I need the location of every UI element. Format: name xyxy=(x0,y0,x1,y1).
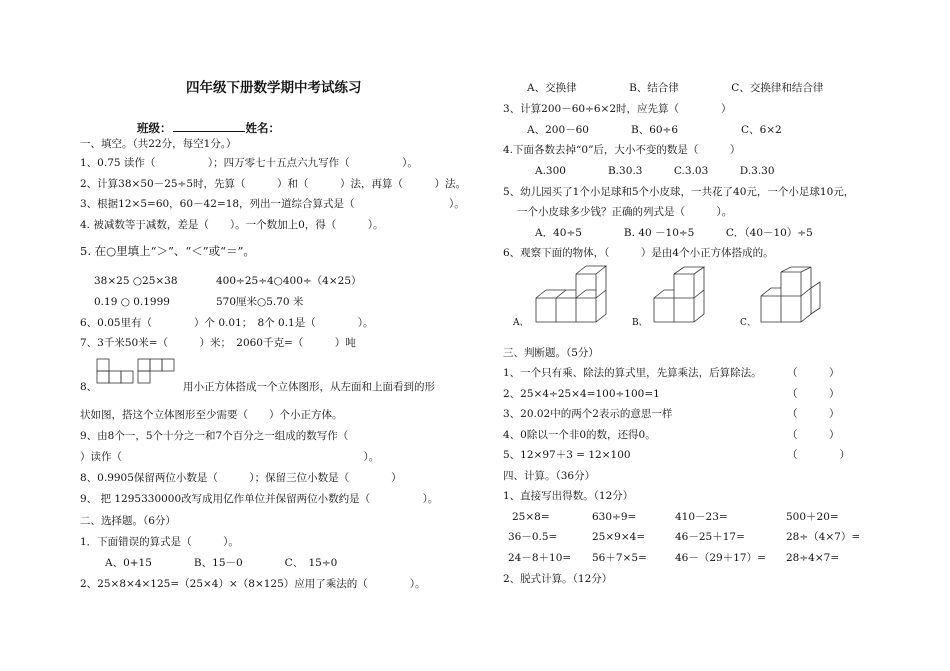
judge-q1: 1、一个只有乘、除法的算式里，先算乘法，后算除法。 xyxy=(503,367,762,379)
fill-q2: 2、计算38×50－25÷5时，先算（ ）和（ ）法，再算（ ）法。 xyxy=(80,178,467,190)
fill-q5: 5. 在○里填上“＞”、“＜”或“＝”。 xyxy=(80,244,255,258)
calc-item: 56＋7×5= xyxy=(592,552,647,564)
judge-q5: 5、12×97＋3 = 12×100 xyxy=(503,449,631,461)
section-choice-heading: 二、选择题。（6分） xyxy=(80,515,176,527)
calc-item: 46－25＋17= xyxy=(675,531,745,543)
fill-q8-line2: 状如图，搭这个立体图形至少需要（ ）个小正方体。 xyxy=(80,409,343,421)
compare-3: 0.19 ○ 0.1999 xyxy=(94,296,170,308)
calc-item: 410－23= xyxy=(675,511,728,523)
calc-item: 25×8= xyxy=(512,511,550,523)
choice-q1-options: A、0+15 B、15－0 C、 15÷0 xyxy=(105,557,338,569)
compare-2: 400÷25÷4○400÷（4×25） xyxy=(216,275,362,287)
calc-item: 28÷（4×7）= xyxy=(786,531,861,543)
calc-item: 500＋20= xyxy=(786,511,839,523)
page-title: 四年级下册数学期中考试练习 xyxy=(186,80,362,96)
fill-q10: 8、0.9905保留两位小数是（ ）；保留三位小数是（ ） xyxy=(80,472,402,484)
calc-part2-heading: 2、脱式计算。（12分） xyxy=(503,573,613,585)
class-blank[interactable] xyxy=(173,120,245,132)
section-judge-heading: 三、判断题。（5分） xyxy=(503,347,599,359)
judge-q2-paren[interactable]: （ ） xyxy=(787,388,840,400)
fill-q4: 4. 被减数等于减数，差是（ ）。一个数加上0，得（ ）。 xyxy=(80,219,384,231)
class-label: 班级： xyxy=(137,121,172,135)
figure-a-label: A、 xyxy=(513,318,529,328)
calc-item: 46－（29＋17）= xyxy=(675,552,766,564)
judge-q4-paren[interactable]: （ ） xyxy=(787,429,840,441)
choice-q6: 6、观察下面的物体，（ ）是由4个小正方体搭成的。 xyxy=(503,247,774,259)
fill-q6: 6、0.05里有（ ）个 0.01； 8个 0.1是（ ）。 xyxy=(80,317,374,329)
fill-q9-cont: ）读作（ ）。 xyxy=(80,451,380,463)
choice-q2-options: A、交换律 B、结合律 C、交换律和结合律 xyxy=(527,82,824,94)
fill-q3: 3、根据12×5=60，60－42=18，列出一道综合算式是（ ）。 xyxy=(80,198,465,210)
judge-q5-paren[interactable]: （ ） xyxy=(787,449,850,461)
judge-q2: 2、25×4÷25×4=100÷100=1 xyxy=(503,388,660,400)
figure-c-label: C、 xyxy=(740,318,756,328)
calc-item: 28÷4×7= xyxy=(786,552,840,564)
cube-figure-b xyxy=(653,266,717,326)
judge-q4: 4、0除以一个非0的数，还得0。 xyxy=(503,429,656,441)
fill-q8-number: 8、 xyxy=(80,381,98,393)
choice-q5: 5、幼儿园买了1个小足球和5个小皮球，一共花了40元，一个小足球10元， xyxy=(503,186,855,198)
calc-item: 630÷9= xyxy=(592,511,637,523)
cube-figure-c xyxy=(760,266,830,326)
calc-item: 36－0.5= xyxy=(508,531,558,543)
compare-4: 570厘米○5.70 米 xyxy=(216,296,304,308)
top-view-figure xyxy=(138,359,174,383)
fill-q8-line1: 用小正方体搭成一个立体图形，从左面和上面看到的形 xyxy=(183,381,435,393)
choice-q5-options: A．40÷5 B. 40 －10÷5 C．（40－10）÷5 xyxy=(535,227,813,239)
choice-q5-cont: 一个小皮球多少钱？正确的列式是（ ）。 xyxy=(517,206,733,218)
fill-q11: 9、 把 1295330000改写成用亿作单位并保留两位小数约是（ ）。 xyxy=(80,493,439,505)
judge-q1-paren[interactable]: （ ） xyxy=(787,367,840,379)
judge-q3: 3、20.02中的两个2表示的意思一样 xyxy=(503,408,673,420)
view-figures xyxy=(96,358,178,392)
cube-figure-a xyxy=(535,264,615,326)
class-name-line xyxy=(137,120,280,135)
calc-item: 25×9×4= xyxy=(592,531,646,543)
choice-q4-options: A.300 B.30.3 C.3.03 D.3.30 xyxy=(535,165,775,177)
section-calc-heading: 四、计算。（36分） xyxy=(503,470,596,482)
calc-item: 24－8＋10= xyxy=(508,552,572,564)
fill-q1: 1、0.75 读作（ ）；四万零七十五点六九写作（ ）。 xyxy=(80,157,418,169)
name-label: 姓名： xyxy=(245,121,280,135)
fill-q9: 9、由8个一，5个十分之一和7个百分之一组成的数写作（ xyxy=(80,430,349,442)
compare-1: 38×25 ○25×38 xyxy=(94,275,178,287)
left-view-figure xyxy=(97,359,133,383)
choice-q3-options: A、200－60 B、60÷6 C、6×2 xyxy=(527,124,782,136)
section-fill-heading: 一、填空。（共22分，每空1分。） xyxy=(80,138,237,150)
choice-q1: 1．下面错误的算式是（ ）。 xyxy=(80,536,239,548)
calc-part1-heading: 1、直接写出得数。（12分） xyxy=(503,490,634,502)
figure-b-label: B、 xyxy=(632,318,648,328)
judge-q3-paren[interactable]: （ ） xyxy=(787,408,840,420)
fill-q7: 7、3千米50米=（ ）米； 2060千克=（ ）吨 xyxy=(80,337,356,349)
choice-q4: 4.下面各数去掉“0”后，大小不变的数是（ ） xyxy=(503,144,741,156)
choice-q3: 3、计算200－60÷6×2时，应先算（ ） xyxy=(503,103,732,115)
choice-q2: 2、25×8×4×125=（25×4）×（8×125）应用了乘法的（ ）。 xyxy=(80,578,426,590)
